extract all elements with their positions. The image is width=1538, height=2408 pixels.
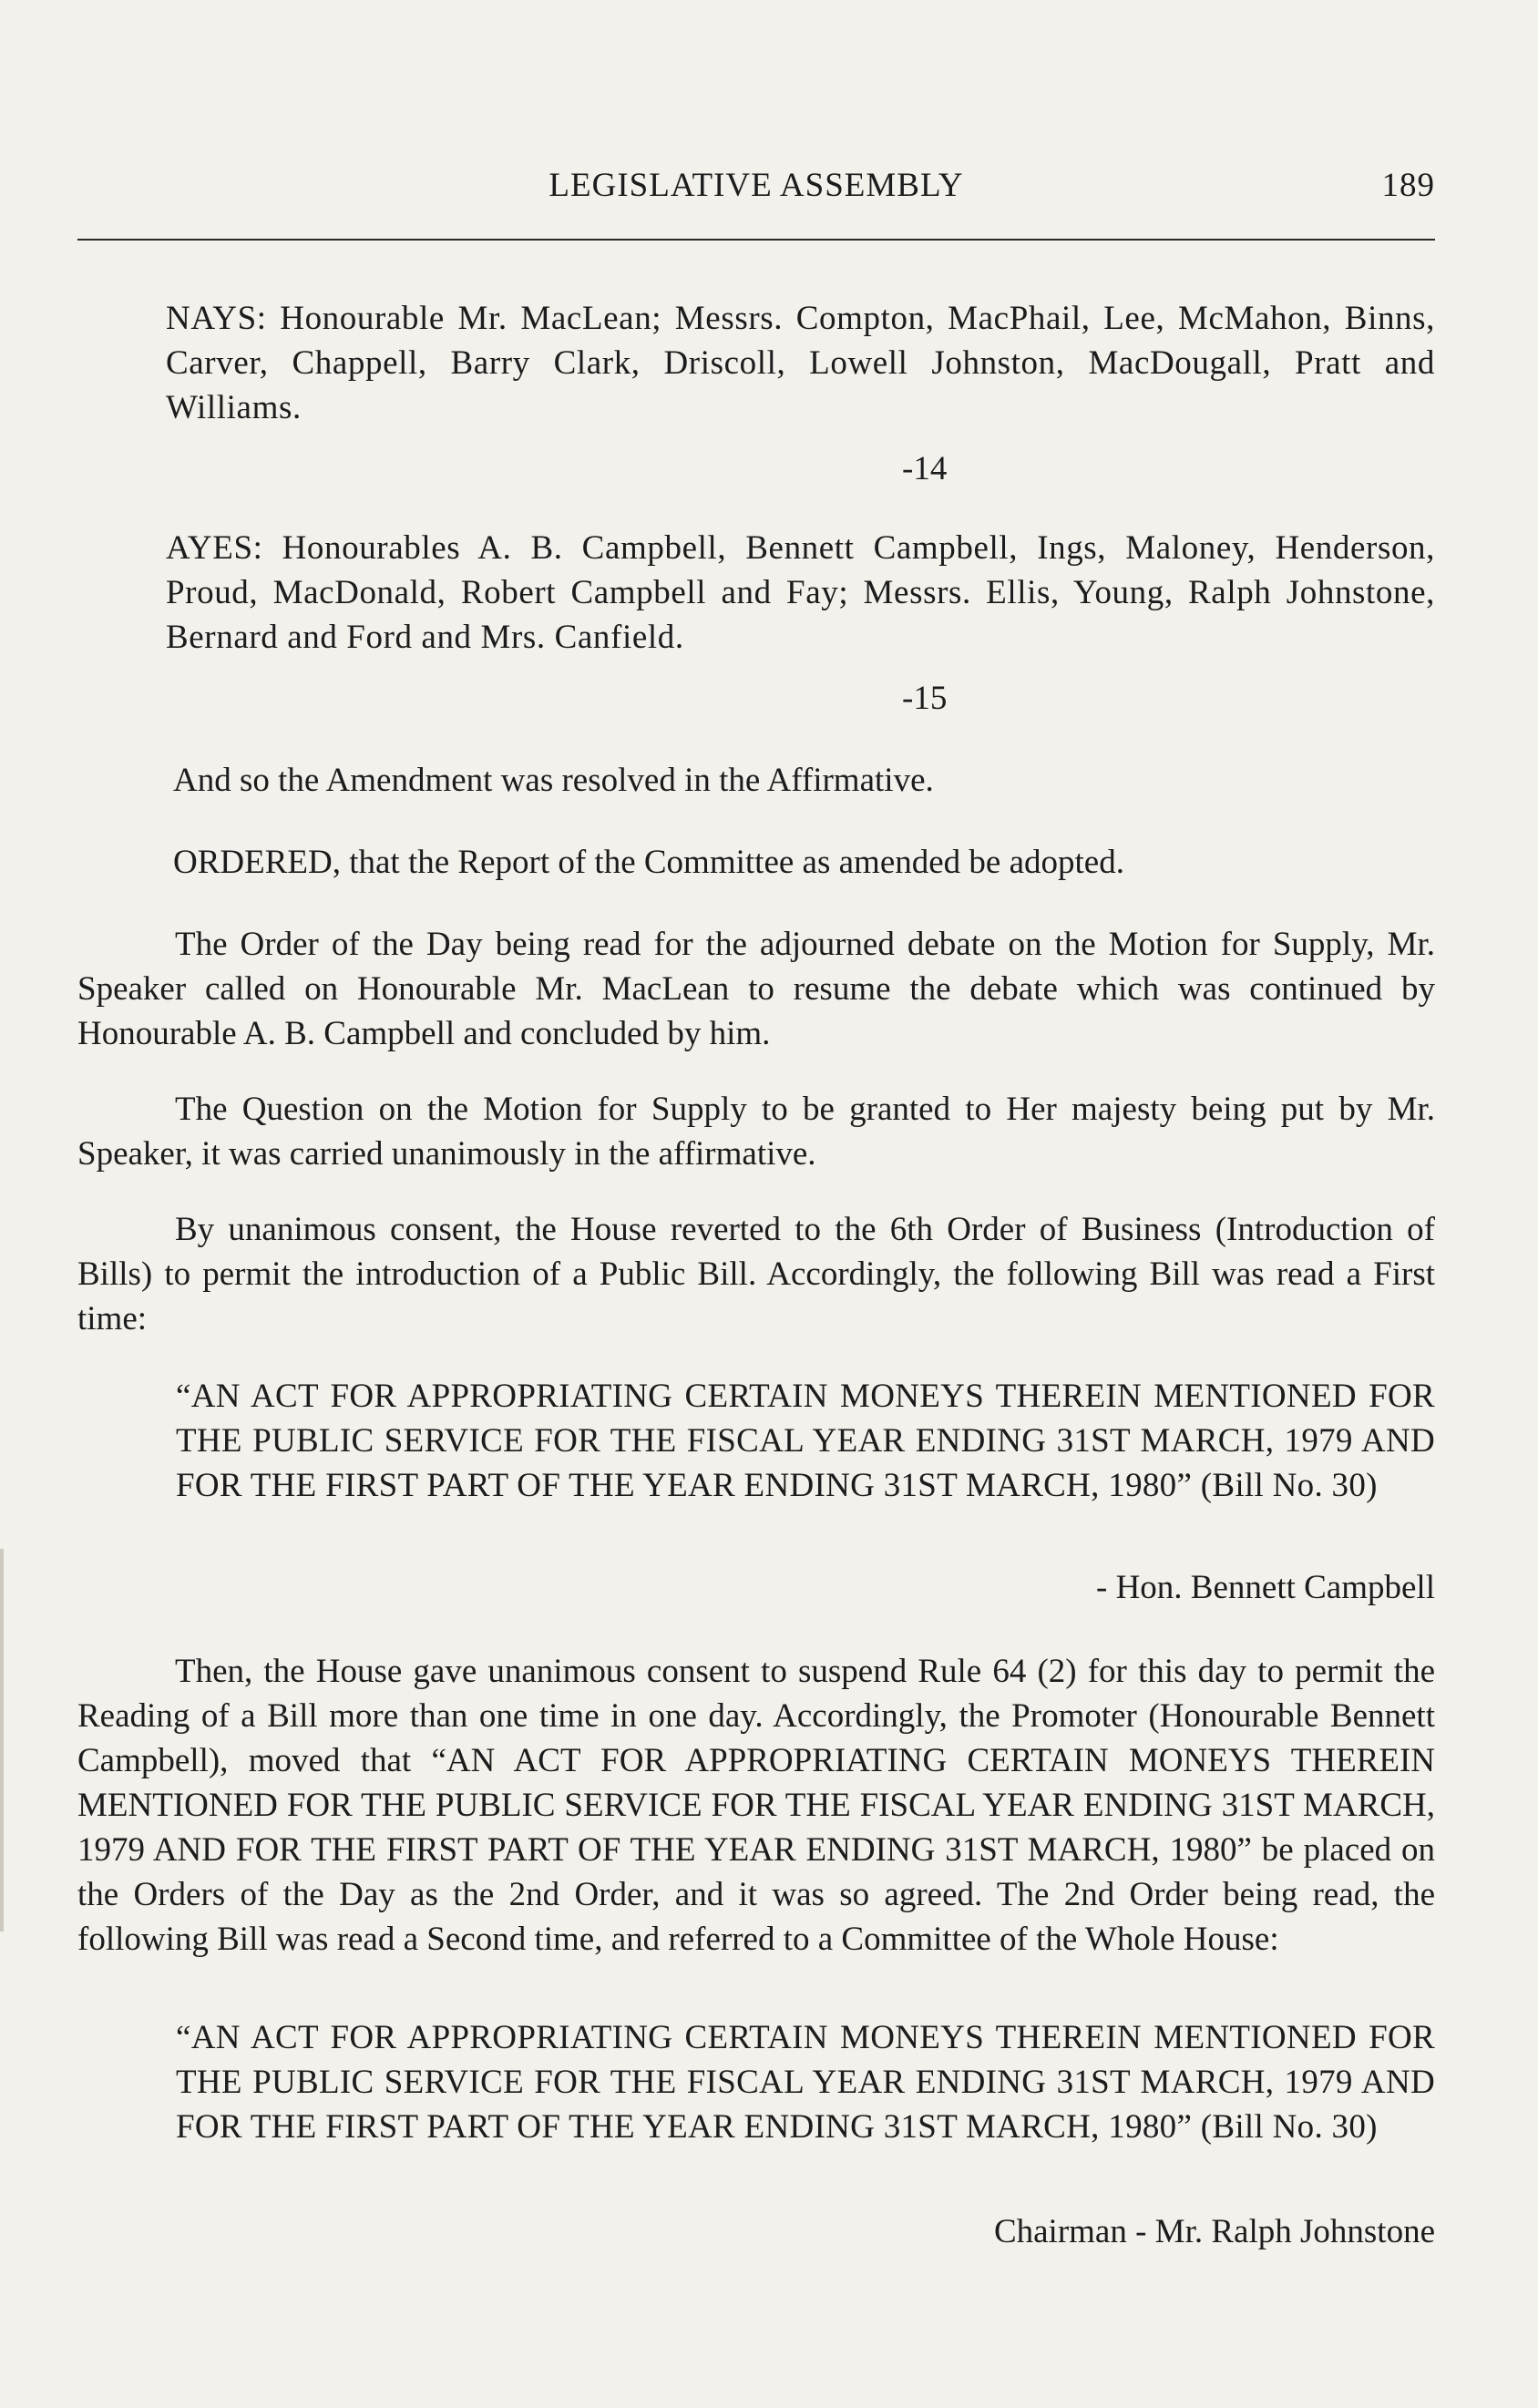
committee-chairman: Chairman - Mr. Ralph Johnstone xyxy=(993,2213,1435,2250)
bill-sponsor: - Hon. Bennett Campbell xyxy=(1096,1569,1435,1606)
nays-count: -14 xyxy=(902,450,948,487)
page-number: 189 xyxy=(1381,167,1435,204)
bill-title-first-reading: “AN ACT FOR APPROPRIATING CERTAIN MONEYS THEREIN MENTIONED FOR THE PUBLIC SERVICE FOR THE FISCAL YEAR ENDING 31ST MARCH, 1979 AND FOR THE FIRST PART OF THE YEAR ENDING 31ST MARCH, 1980” (Bill No. 30) xyxy=(176,1378,1435,1504)
order-of-day-paragraph: The Order of the Day being read for the adjourned debate on the Motion for Supply, Mr. Speaker called on Honourable Mr. MacLean to resume the debate which was continued by Honourable A. B. Campbell and concluded by him. xyxy=(77,926,1435,1052)
ayes-list: AYES: Honourables A. B. Campbell, Bennett Campbell, Ings, Maloney, Henderson, Proud, MacDonald, Robert Campbell and Fay; Messrs. Ellis, Young, Ralph Johnstone, Bernard and Ford and Mrs. Canfield. xyxy=(166,529,1435,656)
suspend-rule-paragraph: Then, the House gave unanimous consent to suspend Rule 64 (2) for this day to permit the Reading of a Bill more than one time in one day. Accordingly, the Promoter (Honourable Bennett Campbell), moved that “AN ACT FOR APPROPRIATING CERTAIN MONEYS THEREIN MENTIONED FOR THE PUBLIC SERVICE FOR THE FISCAL YEAR ENDING 31ST MARCH, 1979 AND FOR THE FIRST PART OF THE YEAR ENDING 31ST MARCH, 1980” be placed on the Orders of the Day as the 2nd Order, and it was so agreed. The 2nd Order being read, the following Bill was read a Second time, and referred to a Committee of the Whole House: xyxy=(77,1653,1435,1958)
amendment-paragraph: And so the Amendment was resolved in the Affirmative. xyxy=(173,762,934,799)
nays-list: NAYS: Honourable Mr. MacLean; Messrs. Compton, MacPhail, Lee, McMahon, Binns, Carver, Chappell, Barry Clark, Driscoll, Lowell Johnston, MacDougall, Pratt and Williams. xyxy=(166,300,1435,426)
header-title: LEGISLATIVE ASSEMBLY xyxy=(549,167,964,204)
question-paragraph: The Question on the Motion for Supply to be granted to Her majesty being put by Mr. Speaker, it was carried unanimously in the affirmative. xyxy=(77,1091,1435,1173)
bill-title-second-reading: “AN ACT FOR APPROPRIATING CERTAIN MONEYS THEREIN MENTIONED FOR THE PUBLIC SERVICE FOR THE FISCAL YEAR ENDING 31ST MARCH, 1979 AND FOR THE FIRST PART OF THE YEAR ENDING 31ST MARCH, 1980” (Bill No. 30) xyxy=(176,2019,1435,2146)
page-edge-mark xyxy=(0,1549,4,1932)
header-rule xyxy=(77,239,1435,241)
ordered-paragraph: ORDERED, that the Report of the Committee as amended be adopted. xyxy=(173,844,1124,881)
running-header xyxy=(77,166,1435,211)
ayes-count: -15 xyxy=(902,680,948,717)
consent-paragraph: By unanimous consent, the House reverted to the 6th Order of Business (Introduction of Bills) to permit the introduction of a Public Bill. Accordingly, the following Bill was read a First time: xyxy=(77,1211,1435,1337)
